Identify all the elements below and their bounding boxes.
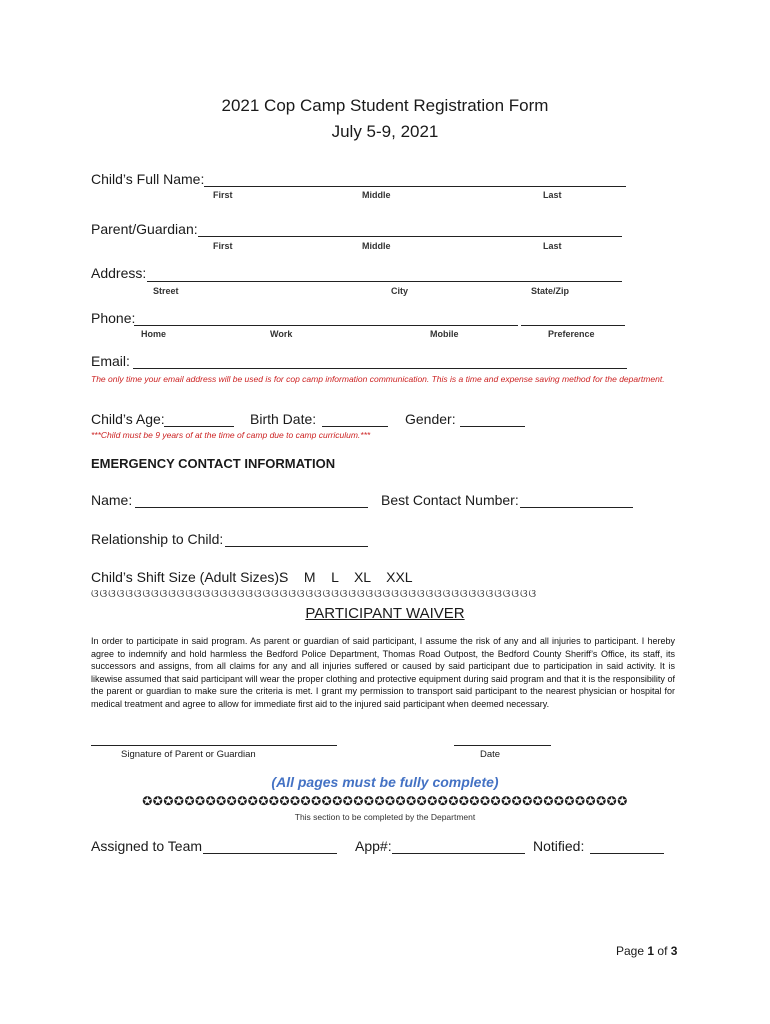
emergency-heading: EMERGENCY CONTACT INFORMATION	[91, 456, 336, 471]
address-state-zip-label: State/Zip	[531, 286, 570, 296]
gender-label: Gender:	[405, 411, 456, 427]
email-field[interactable]	[133, 368, 627, 369]
address-field[interactable]	[147, 281, 622, 282]
best-contact-label: Best Contact Number:	[381, 492, 519, 508]
notified-field[interactable]	[590, 853, 664, 854]
age-field[interactable]	[164, 426, 234, 427]
waiver-title: PARTICIPANT WAIVER	[305, 605, 465, 622]
child-name-field[interactable]	[204, 186, 626, 187]
child-middle-label: Middle	[362, 190, 391, 200]
address-city-label: City	[391, 286, 409, 296]
page-prefix: Page	[616, 944, 645, 958]
emergency-name-label: Name:	[91, 492, 133, 508]
star-divider: ✪✪✪✪✪✪✪✪✪✪✪✪✪✪✪✪✪✪✪✪✪✪✪✪✪✪✪✪✪✪✪✪✪✪✪✪✪✪✪✪✪✪✪✪✪✪	[142, 794, 628, 808]
signature-date-field[interactable]	[454, 745, 551, 746]
parent-middle-label: Middle	[362, 241, 391, 251]
birth-date-field[interactable]	[322, 426, 388, 427]
decorative-divider: ଓଓଓଓଓଓଓଓଓଓଓଓଓଓଓଓଓଓଓଓଓଓଓଓଓଓଓଓଓଓଓଓଓଓଓଓଓଓଓଓଓଓଓଓଓଓଓଓଓଓଓଓ	[91, 588, 538, 600]
email-note: The only time your email address will be used is for cop camp information communication. This is a time and expense saving method for the department.	[91, 374, 665, 384]
phone-preference-label: Preference	[548, 329, 595, 339]
assigned-team-label: Assigned to Team	[91, 838, 203, 854]
shirt-size-options[interactable]: S M L XL XXL	[279, 569, 413, 585]
age-note: ***Child must be 9 years of at the time of camp due to camp curriculum.***	[91, 430, 371, 440]
parent-last-label: Last	[543, 241, 562, 251]
birth-date-label: Birth Date:	[250, 411, 317, 427]
child-last-label: Last	[543, 190, 562, 200]
email-label: Email:	[91, 353, 130, 369]
gender-field[interactable]	[460, 426, 525, 427]
form-title: 2021 Cop Camp Student Registration Form	[221, 96, 549, 115]
emergency-name-field[interactable]	[135, 507, 368, 508]
signature-date-label: Date	[480, 749, 501, 760]
parent-first-label: First	[213, 241, 233, 251]
assigned-team-field[interactable]	[203, 853, 337, 854]
page-total: 3	[670, 944, 678, 958]
notified-label: Notified:	[533, 838, 585, 854]
age-label: Child’s Age:	[91, 411, 165, 427]
child-first-label: First	[213, 190, 233, 200]
phone-home-label: Home	[141, 329, 167, 339]
phone-label: Phone:	[91, 310, 136, 326]
parent-name-field[interactable]	[198, 236, 622, 237]
address-street-label: Street	[153, 286, 179, 296]
address-label: Address:	[91, 265, 147, 281]
app-number-label: App#:	[355, 838, 392, 854]
parent-label: Parent/Guardian:	[91, 221, 198, 237]
best-contact-field[interactable]	[520, 507, 633, 508]
camp-dates: July 5-9, 2021	[331, 122, 439, 141]
signature-field[interactable]	[91, 745, 337, 746]
department-note: This section to be completed by the Department	[294, 812, 476, 822]
phone-field[interactable]	[134, 325, 518, 326]
phone-mobile-label: Mobile	[430, 329, 459, 339]
relationship-label: Relationship to Child:	[91, 531, 224, 547]
child-name-label: Child’s Full Name:	[91, 171, 205, 187]
app-number-field[interactable]	[392, 853, 525, 854]
page-current: 1	[647, 944, 655, 958]
phone-preference-field[interactable]	[521, 325, 625, 326]
relationship-field[interactable]	[225, 546, 368, 547]
page-number	[616, 944, 677, 958]
complete-note: (All pages must be fully complete)	[271, 774, 499, 790]
page-of: of	[657, 944, 668, 958]
shirt-size-label: Child’s Shift Size (Adult Sizes):	[91, 569, 283, 585]
phone-work-label: Work	[270, 329, 293, 339]
signature-label: Signature of Parent or Guardian	[121, 749, 256, 760]
waiver-text: In order to participate in said program. As parent or guardian of said participant, I assume the risk of any and all injuries to participant. I hereby agree to indemnify and hold harmless the Bedford Police Department, Thomas Road Outpost, the Bedford County Sheriff’s Office, its staff, its successors and assigns, from all claims for any and all injuries suffered or caused by said participant due to participation in said activity. It is likewise assumed that said participant will wear the proper clothing and protective equipment during said program and that it is the responsibility of the parent or guardian to make sure the criteria is met. I grant my permission to transport said participant to the nearest physician or hospital for medical treatment and agree to allow for immediate first aid to the injured said participant when deemed necessary.	[91, 636, 675, 709]
